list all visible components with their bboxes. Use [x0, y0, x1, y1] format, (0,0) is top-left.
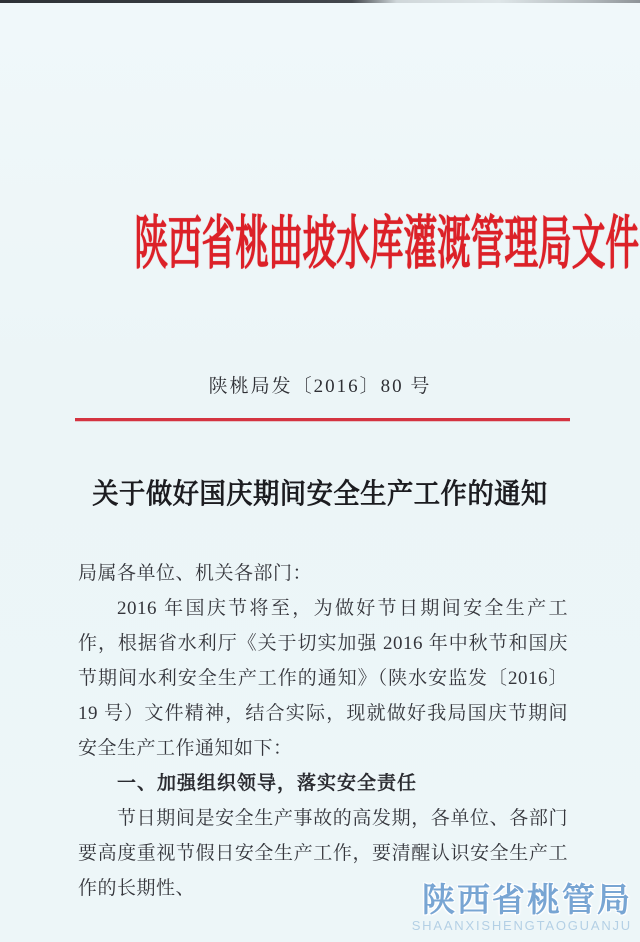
- scan-top-edge: [0, 0, 640, 3]
- section-1-paragraph: 节日期间是安全生产事故的高发期，各单位、各部门要高度重视节假日安全生产工作，要清醒认识安全生产工作的长期性、: [78, 808, 568, 899]
- masthead-org-title: 陕西省桃曲坡水库灌溉管理局文件: [134, 211, 640, 276]
- watermark-chinese: 陕西省桃管局: [422, 881, 632, 918]
- document-body: [78, 556, 568, 906]
- salutation: 局属各单位、机关各部门：: [78, 563, 313, 584]
- masthead-red-rule: [75, 418, 570, 421]
- agency-watermark: [412, 882, 632, 934]
- section-1-heading: 一、加强组织领导，落实安全责任: [117, 773, 418, 794]
- document-title: 关于做好国庆期间安全生产工作的通知: [92, 479, 548, 510]
- document-number: 陕桃局发〔2016〕80 号: [208, 376, 432, 397]
- watermark-pinyin: SHAANXISHENGTAOGUANJU: [411, 918, 632, 933]
- intro-paragraph: 2016 年国庆节将至，为做好节日期间安全生产工作，根据省水利厅《关于切实加强 2016 年中秋节和国庆节期间水利安全生产工作的通知》（陕水安监发〔2016〕19 号）文件精神，结合实际，现就做好我局国庆节期间安全生产工作通知如下：: [78, 598, 568, 759]
